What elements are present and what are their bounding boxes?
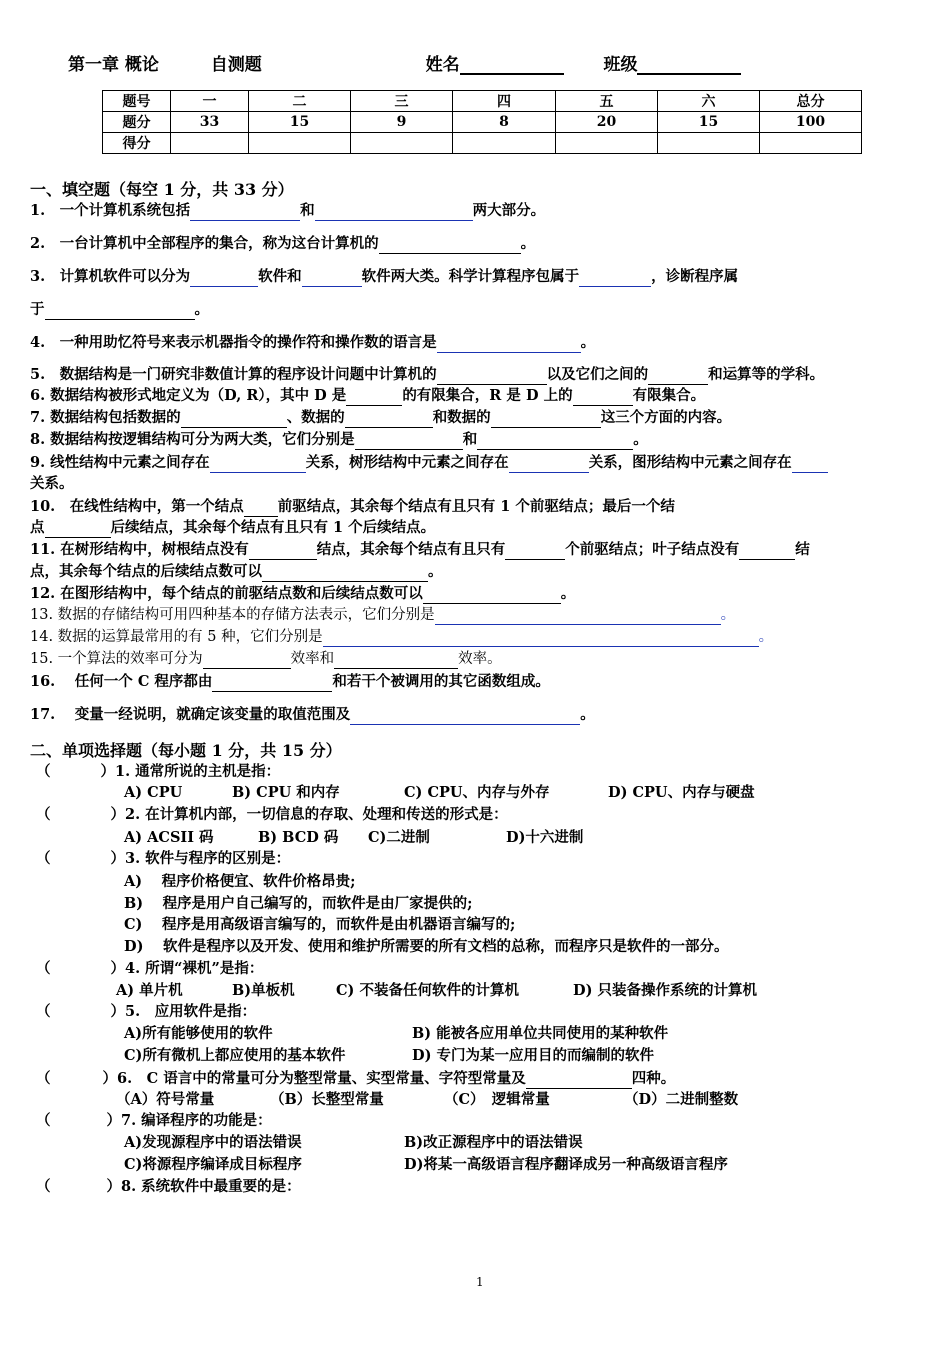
- option[interactable]: D) 只装备操作系统的计算机: [573, 982, 757, 999]
- answer-blank[interactable]: [437, 336, 581, 353]
- page-header: [68, 50, 741, 75]
- name-label: 姓名: [425, 55, 460, 75]
- answer-blank[interactable]: [477, 433, 633, 450]
- question-4: 4. 一种用助忆符号来表示机器指令的操作符和操作数的语言是 。: [30, 334, 596, 351]
- mc-question-7: （ ）7. 编译程序的功能是：: [36, 1112, 272, 1129]
- option[interactable]: D)将某一高级语言程序翻译成另一种高级语言程序: [404, 1156, 728, 1173]
- answer-slot[interactable]: [51, 808, 111, 825]
- option[interactable]: C)所有微机上都应使用的基本软件: [124, 1047, 346, 1064]
- option[interactable]: D)十六进制: [506, 829, 584, 846]
- score-cell[interactable]: [760, 133, 862, 154]
- option[interactable]: （D）二进制整数: [624, 1091, 739, 1108]
- answer-slot[interactable]: [51, 1180, 107, 1197]
- option[interactable]: B) CPU 和内存: [232, 784, 340, 801]
- option[interactable]: D) 软件是程序以及开发、使用和维护所需要的所有文档的总称，而程序只是软件的一部分。: [124, 938, 729, 955]
- chapter-title: 第一章 概论: [68, 55, 159, 75]
- answer-blank[interactable]: [350, 708, 580, 725]
- mc-question-2: （ ）2. 在计算机内部，一切信息的存取、处理和传送的形式是：: [36, 806, 508, 823]
- score-table: [102, 90, 862, 154]
- answer-blank[interactable]: [648, 368, 708, 385]
- name-field[interactable]: [460, 55, 564, 75]
- option[interactable]: A) 单片机: [116, 982, 183, 999]
- option[interactable]: B)单板机: [232, 982, 295, 999]
- answer-blank[interactable]: [181, 411, 287, 428]
- answer-blank[interactable]: [210, 456, 306, 473]
- column-header: 六: [658, 91, 760, 112]
- option[interactable]: A) CPU: [124, 784, 183, 801]
- table-cell: 15: [249, 112, 351, 133]
- answer-blank[interactable]: [315, 204, 473, 221]
- answer-blank[interactable]: [212, 675, 332, 692]
- column-header: 一: [171, 91, 249, 112]
- question-11: 11. 在树形结构中，树根结点没有 结点，其余每个结点有且只有 个前驱结点；叶子结点没有 结: [30, 541, 810, 558]
- option[interactable]: A)发现源程序中的语法错误: [124, 1134, 302, 1151]
- question-3: 3. 计算机软件可以分为 软件和 软件两大类。科学计算程序包属于 ，诊断程序属: [30, 268, 739, 285]
- answer-blank[interactable]: [249, 543, 317, 560]
- row-label: 题号: [103, 91, 171, 112]
- question-10: 10. 在线性结构中，第一个结点 前驱结点，其余每个结点有且只有 1 个前驱结点；最后一个结: [30, 498, 675, 515]
- answer-blank[interactable]: [355, 433, 463, 450]
- score-cell[interactable]: [351, 133, 453, 154]
- question-13: 13. 数据的存储结构可用四种基本的存储方法表示，它们分别是 。: [30, 607, 736, 623]
- question-2: 2. 一台计算机中全部程序的集合，称为这台计算机的 。: [30, 235, 536, 252]
- score-cell[interactable]: [249, 133, 351, 154]
- answer-blank[interactable]: [573, 389, 633, 406]
- question-11-cont: 点，其余每个结点的后续结点数可以 。: [30, 563, 443, 580]
- table-row: [103, 112, 862, 133]
- option[interactable]: A) 程序价格便宜、软件价格昂贵;: [124, 873, 356, 890]
- row-label: 得分: [103, 133, 171, 154]
- answer-blank[interactable]: [302, 270, 362, 287]
- option[interactable]: B) 能被各应用单位共同使用的某种软件: [412, 1025, 669, 1042]
- answer-blank[interactable]: [379, 237, 521, 254]
- answer-blank[interactable]: [579, 270, 651, 287]
- question-7: 7. 数据结构包括数据的 、数据的 和数据的 这三个方面的内容。: [30, 409, 732, 426]
- question-15: 15. 一个算法的效率可分为 效率和 效率。: [30, 651, 502, 667]
- table-row: [103, 133, 862, 154]
- column-header: 五: [556, 91, 658, 112]
- question-16: 16. 任何一个 C 程序都由 和若干个被调用的其它函数组成。: [30, 673, 550, 690]
- option[interactable]: D) 专门为某一应用目的而编制的软件: [412, 1047, 654, 1064]
- answer-slot[interactable]: [51, 1114, 107, 1131]
- score-cell[interactable]: [556, 133, 658, 154]
- answer-blank[interactable]: [423, 587, 561, 604]
- question-3-cont: 于 。: [30, 301, 209, 318]
- question-10-cont: 点 后续结点，其余每个结点有且只有 1 个后续结点。: [30, 519, 436, 536]
- column-header: 总分: [760, 91, 862, 112]
- section-1-title: 一、填空题（每空 1 分，共 33 分）: [30, 180, 294, 199]
- answer-slot[interactable]: [51, 852, 111, 869]
- question-6: 6. 数据结构被形式地定义为（D, R），其中 D 是 的有限集合，R 是 D 上的 有限集合。: [30, 387, 706, 404]
- answer-slot[interactable]: [51, 1072, 103, 1089]
- table-cell: 15: [658, 112, 760, 133]
- answer-blank[interactable]: [190, 270, 258, 287]
- answer-blank[interactable]: [435, 608, 721, 625]
- mc-question-3: （ ）3. 软件与程序的区别是：: [36, 850, 291, 867]
- table-cell: 100: [760, 112, 862, 133]
- mc-question-8: （ ）8. 系统软件中最重要的是：: [36, 1178, 301, 1195]
- option[interactable]: B) BCD 码: [258, 829, 339, 846]
- option[interactable]: C) CPU、内存与外存: [404, 784, 550, 801]
- column-header: 四: [453, 91, 556, 112]
- answer-blank[interactable]: [203, 652, 291, 669]
- answer-blank[interactable]: [323, 630, 759, 647]
- answer-slot[interactable]: [51, 1005, 111, 1022]
- question-1: 1. 一个计算机系统包括 和 两大部分。: [30, 202, 546, 219]
- table-cell: 20: [556, 112, 658, 133]
- option[interactable]: D) CPU、内存与硬盘: [608, 784, 755, 801]
- mc-question-6: （ ）6. C 语言中的常量可分为整型常量、实型常量、字符型常量及 四种。: [36, 1070, 676, 1087]
- answer-blank[interactable]: [244, 500, 278, 517]
- class-label: 班级: [603, 55, 638, 75]
- answer-slot[interactable]: [51, 765, 101, 782]
- score-cell[interactable]: [658, 133, 760, 154]
- class-field[interactable]: [637, 55, 741, 75]
- answer-blank[interactable]: [334, 652, 458, 669]
- table-cell: 33: [171, 112, 249, 133]
- table-row: [103, 91, 862, 112]
- question-8: 8. 数据结构按逻辑结构可分为两大类，它们分别是 和 。: [30, 431, 648, 448]
- column-header: 三: [351, 91, 453, 112]
- answer-blank[interactable]: [491, 411, 601, 428]
- option[interactable]: C) 程序是用高级语言编写的，而软件是由机器语言编写的;: [124, 916, 516, 933]
- column-header: 二: [249, 91, 351, 112]
- section-2-title: 二、单项选择题（每小题 1 分，共 15 分）: [30, 741, 342, 760]
- table-cell: 9: [351, 112, 453, 133]
- answer-blank[interactable]: [45, 303, 195, 320]
- question-12: 12. 在图形结构中，每个结点的前驱结点数和后续结点数可以 。: [30, 585, 576, 602]
- answer-blank[interactable]: [345, 411, 433, 428]
- option[interactable]: B)改正源程序中的语法错误: [404, 1134, 583, 1151]
- question-17: 17. 变量一经说明，就确定该变量的取值范围及 。: [30, 706, 595, 723]
- mc-question-5: （ ）5. 应用软件是指：: [36, 1003, 257, 1020]
- answer-slot[interactable]: [51, 962, 111, 979]
- option[interactable]: A) ACSII 码: [124, 829, 214, 846]
- answer-blank[interactable]: [526, 1072, 632, 1089]
- question-14: 14. 数据的运算最常用的有 5 种，它们分别是 。: [30, 629, 774, 645]
- option[interactable]: B) 程序是用户自己编写的，而软件是由厂家提供的;: [124, 895, 473, 912]
- question-9: 9. 线性结构中元素之间存在 关系，树形结构中元素之间存在 关系，图形结构中元素之间存在: [30, 453, 828, 473]
- question-9-cont: 关系。: [30, 475, 74, 492]
- row-label: 题分: [103, 112, 171, 133]
- option[interactable]: （A）符号常量: [116, 1091, 215, 1108]
- mc-question-4: （ ）4. 所谓“裸机”是指：: [36, 960, 264, 977]
- option[interactable]: C) 不装备任何软件的计算机: [336, 982, 519, 999]
- score-cell[interactable]: [453, 133, 556, 154]
- answer-blank[interactable]: [190, 204, 300, 221]
- option[interactable]: （B）长整型常量: [270, 1091, 384, 1108]
- score-cell[interactable]: [171, 133, 249, 154]
- option[interactable]: C)二进制: [368, 829, 430, 846]
- option[interactable]: A)所有能够使用的软件: [124, 1025, 273, 1042]
- mc-question-1: （ ）1. 通常所说的主机是指：: [36, 763, 281, 780]
- answer-blank[interactable]: [505, 543, 565, 560]
- option[interactable]: C)将源程序编译成目标程序: [124, 1156, 302, 1173]
- answer-blank[interactable]: [792, 456, 828, 473]
- test-subtitle: 自测题: [210, 55, 262, 75]
- answer-blank[interactable]: [45, 521, 111, 538]
- question-5: 5. 数据结构是一门研究非数值计算的程序设计问题中计算机的 以及它们之间的 和运算等的学科。: [30, 366, 825, 383]
- answer-blank[interactable]: [437, 368, 547, 385]
- page-number: 1: [476, 1275, 484, 1289]
- answer-blank[interactable]: [509, 456, 589, 473]
- table-cell: 8: [453, 112, 556, 133]
- option[interactable]: （C） 逻辑常量: [444, 1091, 550, 1108]
- answer-blank[interactable]: [739, 543, 795, 560]
- answer-blank[interactable]: [262, 565, 428, 582]
- answer-blank[interactable]: [346, 389, 402, 406]
